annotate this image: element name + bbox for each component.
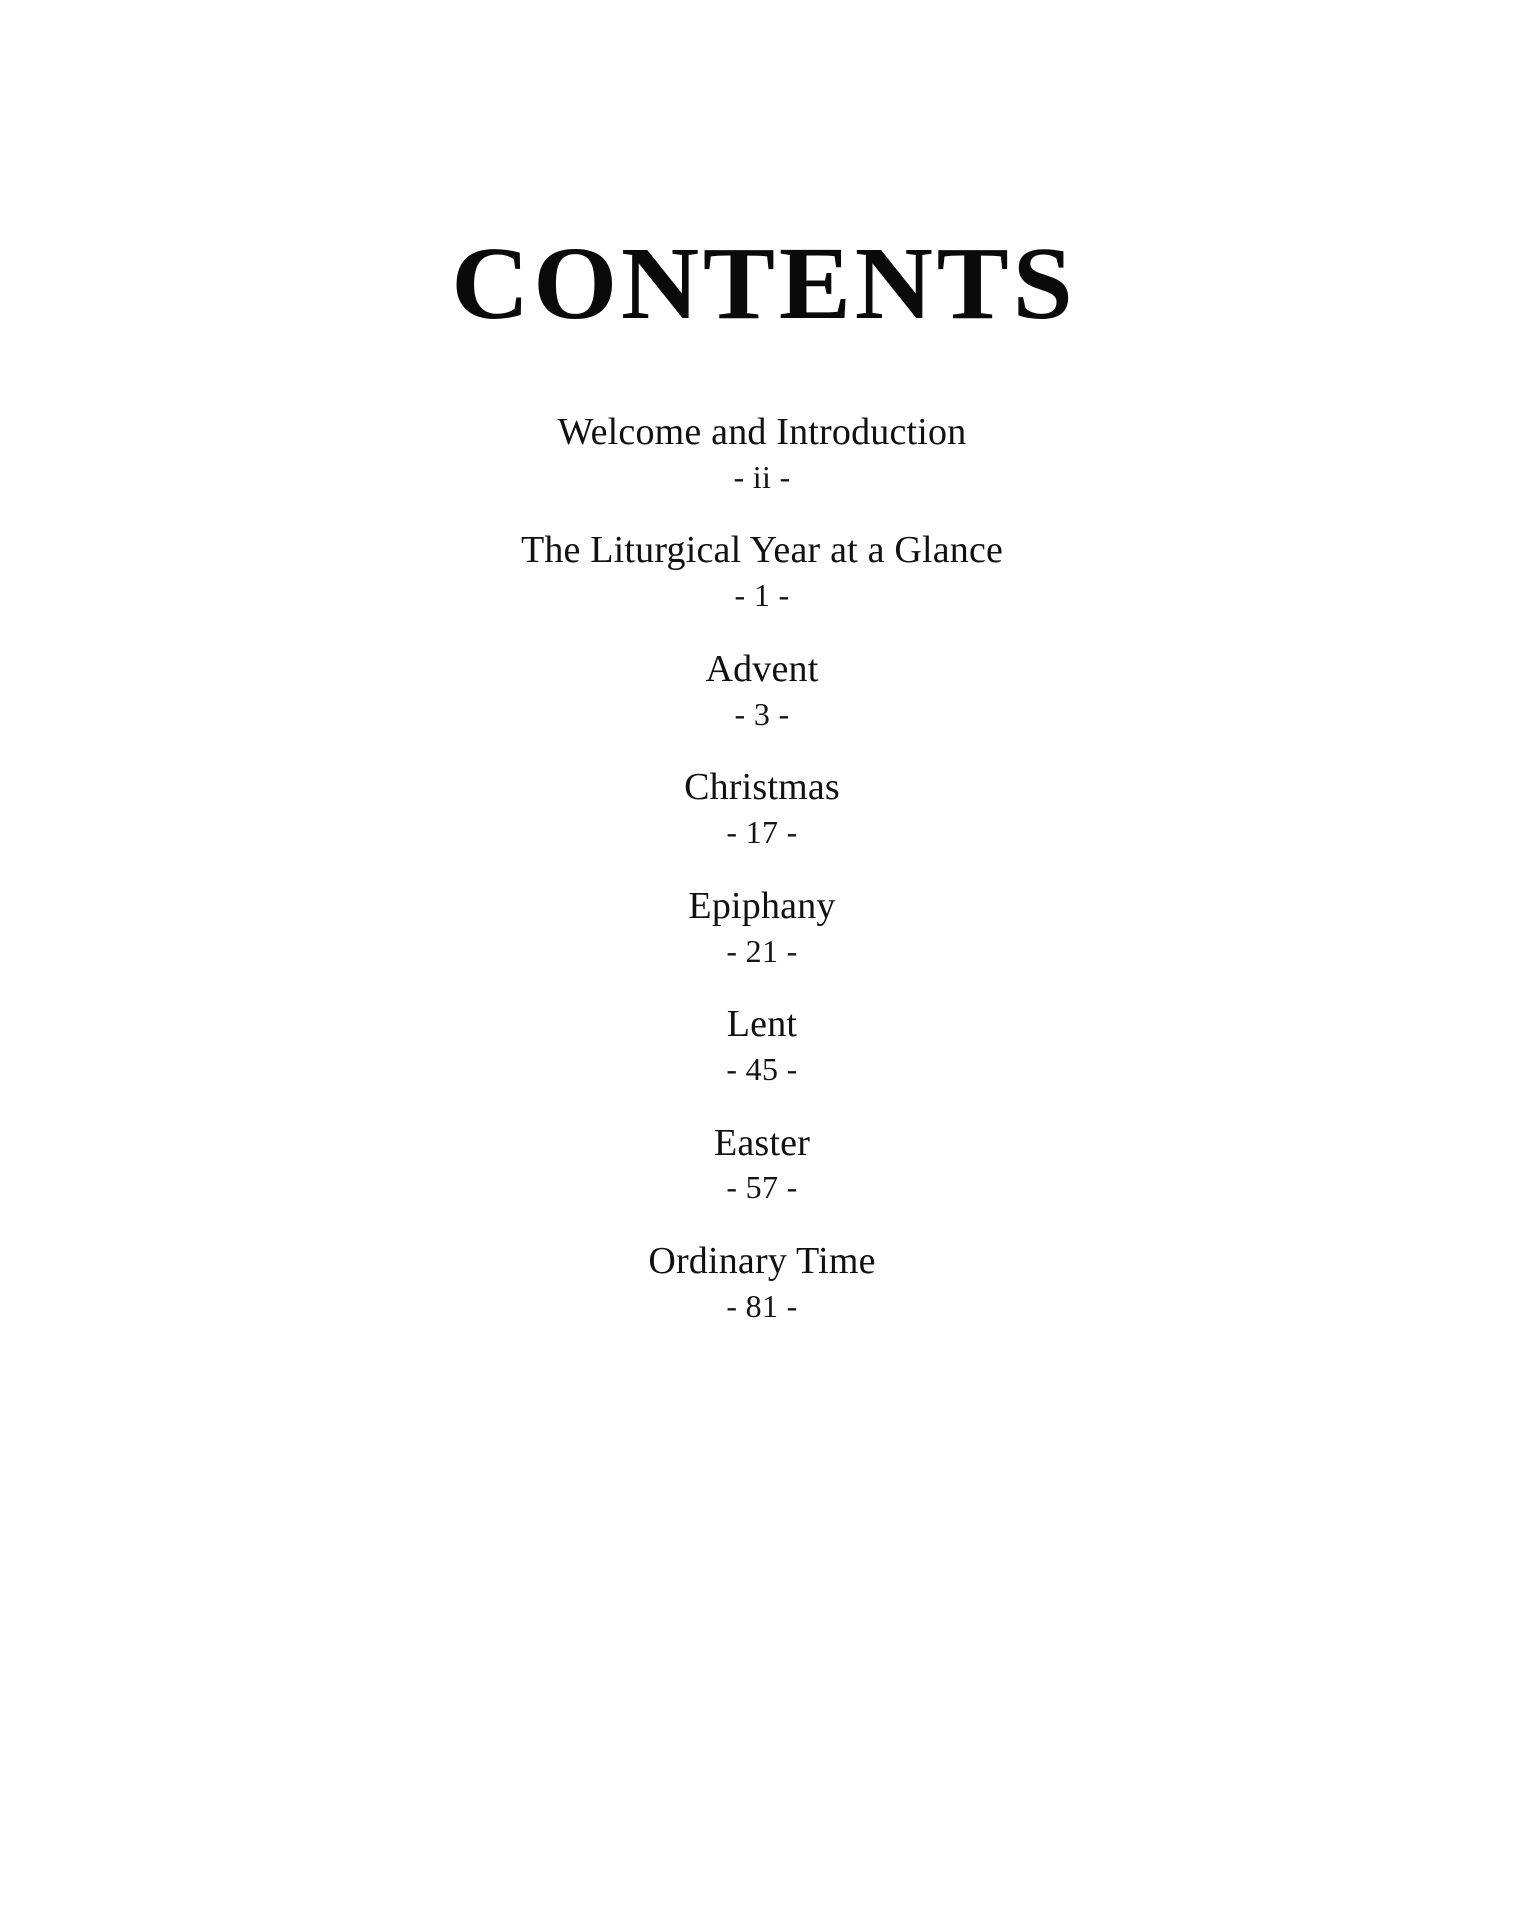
toc-entry-page-number: - 3 - bbox=[734, 695, 790, 732]
toc-entry-label: Welcome and Introduction bbox=[557, 411, 967, 453]
toc-entry-page-number: - ii - bbox=[733, 458, 791, 495]
toc-entry[interactable] bbox=[558, 410, 967, 498]
toc-entry-page-number: - 81 - bbox=[726, 1287, 798, 1324]
toc-entry-label: The Liturgical Year at a Glance bbox=[520, 529, 1004, 572]
toc-entry-page-number: - 45 - bbox=[726, 1050, 798, 1087]
toc-entry-label: Ordinary Time bbox=[648, 1239, 876, 1282]
toc-entry[interactable] bbox=[714, 1121, 810, 1209]
toc-entry-page-number: - 1 - bbox=[734, 577, 790, 614]
toc-entry[interactable] bbox=[726, 1002, 797, 1090]
toc-entry[interactable] bbox=[648, 1239, 875, 1327]
toc-entry[interactable] bbox=[521, 528, 1003, 616]
page-title: CONTENTS bbox=[451, 226, 1077, 341]
toc-entry[interactable] bbox=[684, 765, 840, 853]
toc-entry-list bbox=[0, 410, 1524, 1327]
toc-entry-page-number: - 17 - bbox=[726, 814, 798, 851]
toc-entry-label: Lent bbox=[726, 1003, 798, 1046]
toc-entry-label: Epiphany bbox=[688, 884, 836, 927]
toc-entry-page-number: - 57 - bbox=[726, 1169, 798, 1206]
toc-entry[interactable] bbox=[705, 647, 818, 735]
toc-entry-page-number: - 21 - bbox=[726, 932, 798, 969]
toc-entry-label: Advent bbox=[705, 647, 819, 690]
toc-entry[interactable] bbox=[688, 884, 835, 972]
toc-entry-label: Christmas bbox=[684, 766, 840, 809]
toc-entry-label: Easter bbox=[713, 1121, 811, 1164]
